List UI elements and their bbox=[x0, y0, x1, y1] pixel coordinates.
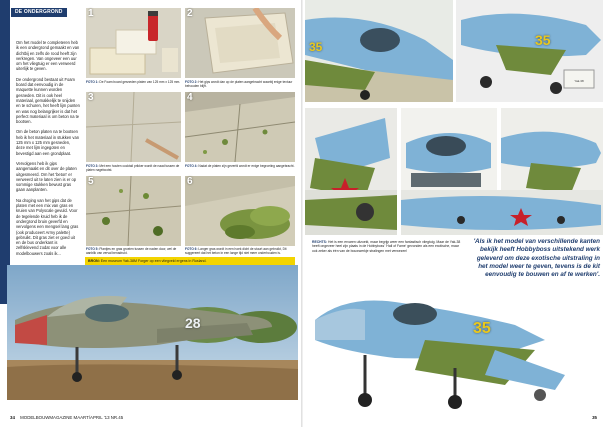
side-number: 35 bbox=[473, 320, 491, 337]
photo-number: 4 bbox=[187, 92, 193, 103]
step-photo-1 bbox=[86, 8, 181, 78]
section-side-bar bbox=[0, 0, 10, 304]
engine-detail-image bbox=[305, 190, 397, 235]
plaster-board-image bbox=[185, 8, 295, 78]
caption-label: FOTO 4: bbox=[185, 164, 198, 168]
photo-number: 2 bbox=[187, 8, 193, 19]
banner-label: BRON: bbox=[88, 259, 100, 263]
caption-label: FOTO 5: bbox=[86, 247, 99, 251]
right-page bbox=[303, 0, 605, 427]
side-number: 35 bbox=[309, 40, 323, 54]
photo-caption bbox=[86, 80, 181, 90]
article-body bbox=[16, 40, 80, 270]
pull-quote: 'Als ik het model van verschillende kanten bekijk heeft Hobbyboss uitstekend werk geleverd om deze exotische uitstraling in het model weer te geven, tevens is de kit eenvoudig te bouwen en af te werken'. bbox=[473, 238, 600, 279]
body-paragraph: Om de beton platen na te bootsen heb ik het materiaal in stukken van 125 mm x 125 mm gesneden, deze met lijm ingegoten en bevestigd aan een grondplaat. bbox=[16, 129, 80, 156]
banner-text: Een museum Yak-38M Forger op een vliegveld ergens in Rusland. bbox=[100, 259, 207, 263]
magazine-issue: MODELBOUWMAGAZINE MAART/APRIL '13 NR.45 bbox=[20, 415, 124, 420]
cockpit-closeup-image bbox=[305, 0, 453, 102]
photo-number: 6 bbox=[187, 176, 193, 187]
painted-slabs-image bbox=[185, 92, 295, 162]
caption-label: FOTO 2: bbox=[185, 80, 198, 84]
caption-label: RECHTS: bbox=[312, 240, 328, 244]
step-photo-3 bbox=[86, 92, 181, 162]
section-tag: DE ONDERGROND bbox=[11, 8, 67, 17]
cockpit-closeup-photo bbox=[305, 0, 453, 102]
photo-caption bbox=[86, 164, 181, 174]
museum-yak38-image bbox=[7, 265, 298, 400]
step-photo-2 bbox=[185, 8, 295, 78]
info-card: Yak-38 bbox=[574, 79, 584, 83]
caption-text: Plantjes en gras groeien tussen de naden door, wel de aanblik van verval benadrukt. bbox=[86, 247, 177, 255]
wing-detail-photo bbox=[305, 108, 397, 200]
nose-detail-image bbox=[501, 108, 603, 200]
underside-detail-photo bbox=[401, 190, 603, 235]
canopy-detail-photo bbox=[401, 108, 497, 200]
nose-detail-photo bbox=[501, 108, 603, 200]
folio bbox=[592, 415, 597, 420]
page-number: 35 bbox=[592, 415, 597, 420]
photo-caption bbox=[312, 240, 462, 280]
photo-caption bbox=[185, 164, 295, 174]
photo-number: 1 bbox=[88, 8, 94, 19]
aircraft-code: 28 bbox=[185, 315, 201, 331]
museum-aircraft-photo bbox=[7, 265, 298, 400]
left-page bbox=[0, 0, 302, 427]
caption-label: FOTO 1: bbox=[86, 80, 99, 84]
wing-detail-image bbox=[305, 108, 397, 200]
body-paragraph: De ondergrond bestaat uit Foam board dat eenvoudig in de maquette kunnen worden gesneden. Dit is ook heel materiaal, gemakkelijk te snijden en te schuren, het heeft lijm punten en was nog belangrijker is dat het perfect materiaal is om beton na te bootsen. bbox=[16, 76, 80, 125]
concrete-seam-image bbox=[86, 92, 181, 162]
grass-tufts-image bbox=[86, 176, 181, 246]
step-photo-6 bbox=[185, 176, 295, 246]
photo-number: 3 bbox=[88, 92, 94, 103]
caption-label: FOTO 3: bbox=[86, 164, 99, 168]
body-paragraph: Na droging van het gips dat de platen met een mix van gras en kruien van Polyscale gevuld. Voor de tegelende kruid heb ik de ondergrond bruin geverfd en vervolgens een mengsel lang gras (ook produceert Army palette) gebruikt. Dit gras ziet er goed uit en de bus onderkant is zelfsklevend zodat voor alle modelbouwers zoals ik... bbox=[16, 197, 79, 256]
engine-detail-photo bbox=[305, 190, 397, 235]
step-photo-5 bbox=[86, 176, 181, 246]
photo-banner bbox=[85, 257, 295, 265]
caption-text: De Foam board gesneden platen van 125 mm x 125 mm. bbox=[99, 80, 181, 84]
side-number: 35 bbox=[535, 32, 551, 48]
caption-text: Nadat de platen zijn geverfd wordt er enige begroeiing aangebracht. bbox=[198, 164, 295, 168]
caption-text: Het is een ervaren uitzoekt, maar begrijp weer een fantastisch vliegtuig. Maar de Yak-38 heeft ongeveer heel zijn plaats in de Hobbyboss' 'Hall of Fame' gevonden als een exotische, maar ook zeker als één van de bouwwerkje stralingen met verwezen! bbox=[312, 240, 461, 253]
canopy-detail-image bbox=[401, 108, 497, 200]
page-number: 34 bbox=[10, 415, 15, 420]
photo-caption bbox=[86, 247, 181, 255]
caption-label: FOTO 6: bbox=[185, 247, 198, 251]
folio bbox=[10, 415, 123, 420]
foam-board-image bbox=[86, 8, 181, 78]
step-photo-4 bbox=[185, 92, 295, 162]
caption-text: Langer gras wordt in een hoek dicht de stuurt aan gebruikt, Dit suggereert dat het beton in een lange tijd niet meer onderhouden is. bbox=[185, 247, 287, 255]
photo-caption bbox=[185, 247, 297, 257]
body-paragraph: Om het model te completeren heb ik een ondergrond gemaakt en van dichtbij en zelfs de rood heeft zijn verkregen. Van ongeveer een uur om het vliegtuig er een verweerd uiterlijk te geven. bbox=[16, 40, 80, 72]
caption-text: Met een houten cocktail prikker wordt de naad tussen de platen nagebootst. bbox=[86, 164, 180, 172]
body-paragraph: Vervolgens heb ik gips aangemaakt en dit over de platen uitgesmeerd. Om het 'beton' er verweerd uit te laten zien is er op sommige stukken bewust gras gaan aanplanten. bbox=[16, 160, 77, 193]
tall-grass-image bbox=[185, 176, 295, 246]
photo-caption bbox=[185, 80, 295, 90]
photo-number: 5 bbox=[88, 176, 94, 187]
caption-text: Het gips wordt dan op de platen aangebracht waarbij enige textuur behouden blijft. bbox=[185, 80, 293, 88]
underside-detail-image bbox=[401, 190, 603, 235]
